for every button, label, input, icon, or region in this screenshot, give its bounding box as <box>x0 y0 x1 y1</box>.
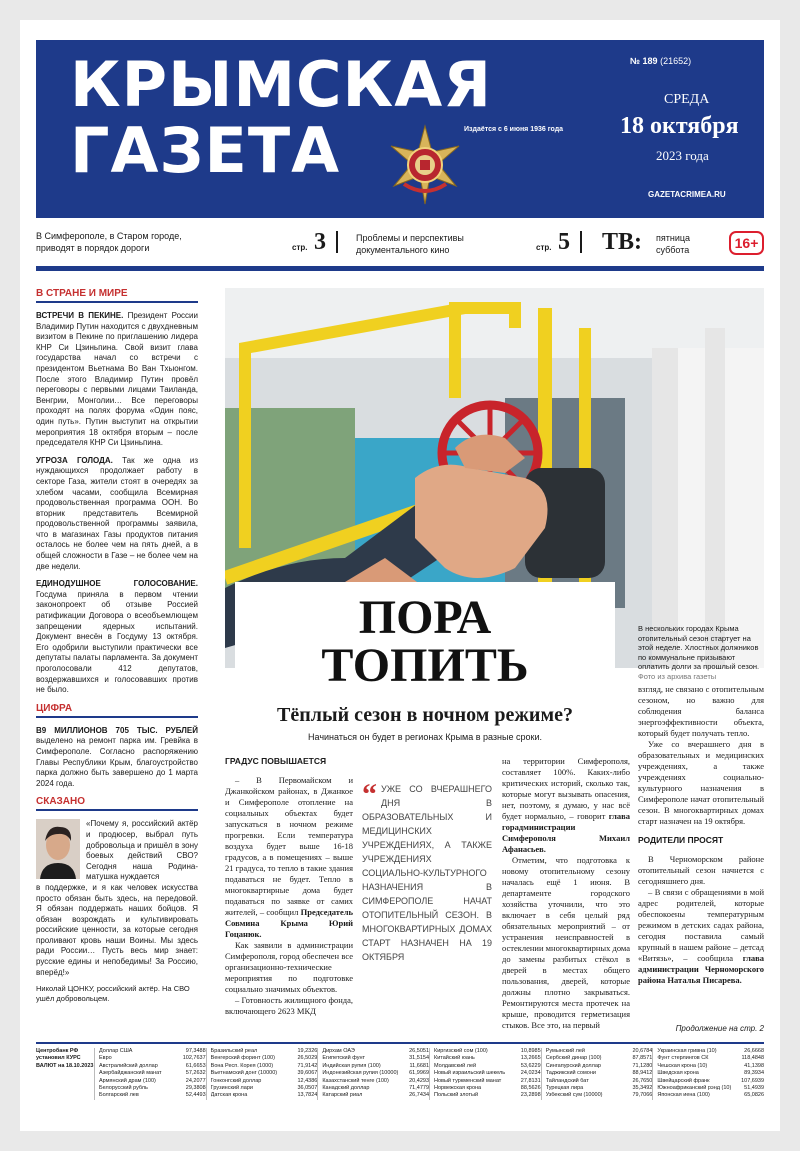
rate-row <box>322 1078 429 1085</box>
currency-name: Японская иена (100) <box>657 1092 710 1099</box>
currency-rate: 51,4939 <box>744 1085 765 1092</box>
currency-rate: 27,8131 <box>520 1077 541 1084</box>
tv-day-friday: пятница <box>656 233 691 243</box>
currency-rate: 31,5154 <box>409 1055 430 1062</box>
section-head-said: СКАЗАНО <box>36 796 198 811</box>
masthead <box>36 40 764 218</box>
rate-row <box>434 1085 541 1092</box>
currency-rate: 87,8571 <box>632 1055 653 1062</box>
teaser-1-page-label: стр. <box>292 243 308 252</box>
currency-name: Египетский фунт <box>322 1055 366 1062</box>
currency-rate: 88,9412 <box>632 1070 653 1077</box>
currency-name: Сингапурский доллар <box>545 1062 601 1069</box>
rate-row <box>322 1048 429 1055</box>
rate-row <box>322 1092 429 1099</box>
rate-row <box>657 1092 764 1099</box>
currency-name: Чешская крона (10) <box>657 1062 708 1069</box>
currency-rate: 71,4779 <box>409 1085 430 1092</box>
rate-row <box>99 1092 206 1099</box>
rate-row <box>546 1092 653 1099</box>
currency-rate: 53,6229 <box>520 1062 541 1069</box>
currency-name: Венгерский форинт (100) <box>210 1055 275 1062</box>
website-link[interactable]: GAZETACRIMEA.RU <box>648 190 726 199</box>
brief-beijing: ВСТРЕЧИ В ПЕКИНЕ. Президент России Владимир Путин находится с двухдневным визитом в Пекине по приглашению лидера КНР Си Цзиньпина. Свой визит глава государства начал со встречи с президентом Вьетнама Во Ван Тхыонгом. После этого Владимир Путин провёл переговоры с первыми лицами Таиланда, Венгрии, Монголии… Все переговоры проходят на полях форума «Один пояс, один путь». Путин выступит на открытии мероприятия 18 октября вторым – после председателя КНР Си Цзиньпина. <box>36 311 198 448</box>
rate-row <box>211 1085 318 1092</box>
rate-row <box>211 1055 318 1062</box>
newspaper-page <box>20 20 780 1131</box>
brief-vote: ЕДИНОДУШНОЕ ГОЛОСОВАНИЕ. Госдума приняла в первом чтении законопроект об отзыве Россией ратификации Договора о всеобъемлющем запрещении ядерных испытаний. Документ внесён в Госдуму 13 октября. Его одобрили выступили практически все депутаты палаты парламента. За документ проголосовали 412 депутатов, воздержавшихся и голосовавших против не было. <box>36 579 198 695</box>
rate-row <box>211 1063 318 1070</box>
currency-rate: 65,0826 <box>744 1092 765 1099</box>
quote-text-end: в поддержке, и я как человек искусства просто обязан быть здесь, на передовой. Я обязан поддержать наших бойцов. Я обязан возрождать и культивировать российские ценности, за которые сегодня проливают кровь наши Воины. Мы здесь ради России… Пусть весь мир знает: русские едины и непобедимы! За Россию, вперёд!» <box>36 882 198 977</box>
currency-rate: 61,9969 <box>409 1070 430 1077</box>
teaser-1-page: 3 <box>314 229 326 255</box>
currency-rate: 97,3488 <box>185 1048 206 1054</box>
issue-number: № 189 (21652) <box>630 56 692 66</box>
currency-rate: 39,6067 <box>297 1070 318 1077</box>
rate-row <box>99 1078 206 1085</box>
rate-row <box>657 1085 764 1092</box>
divider <box>336 231 338 253</box>
currency-name: Шведская крона <box>657 1070 699 1077</box>
rate-row <box>546 1085 653 1092</box>
article-column-4 <box>638 684 764 986</box>
pull-quote <box>362 778 492 964</box>
photo-caption <box>638 624 764 681</box>
currency-rate: 10,8985 <box>520 1048 541 1054</box>
currency-name: Украинская гривна (10) <box>657 1048 717 1054</box>
rate-row <box>322 1063 429 1070</box>
quote-text-start: «Почему я, российский актёр и продюсер, выбрал путь добровольца и пришёл в зону боевых действий СВО? Сегодня наша Родина-матушка нуждается <box>86 819 198 882</box>
currency-name: Новый туркменский манат <box>434 1077 502 1084</box>
exchange-rates <box>36 1048 764 1100</box>
currency-name: Фунт стерлингов СК <box>657 1055 709 1062</box>
teaser-documentary[interactable]: Проблемы и перспективы документального кино <box>356 233 464 255</box>
currency-rate: 13,7824 <box>297 1092 318 1099</box>
rates-column <box>652 1048 764 1100</box>
title-line-2: ГАЗЕТА <box>70 114 341 187</box>
currency-rate: 19,2326 <box>297 1048 318 1054</box>
paragraph: – Готовность жилищного фонда, включающего 2623 МКД <box>225 995 353 1016</box>
currency-name: Китайский юань <box>434 1055 475 1062</box>
currency-name: Южноафриканский рэнд (10) <box>657 1085 732 1092</box>
currency-rate: 52,4493 <box>185 1092 206 1099</box>
headline-line-2: ТОПИТЬ <box>321 639 529 692</box>
currency-rate: 107,6939 <box>741 1077 765 1084</box>
title-line-1: КРЫМСКАЯ <box>70 48 492 121</box>
rate-row <box>322 1085 429 1092</box>
currency-rate: 26,6668 <box>744 1048 765 1054</box>
currency-name: Евро <box>99 1055 112 1062</box>
rate-row <box>322 1070 429 1077</box>
currency-name: Болгарский лев <box>99 1092 139 1099</box>
since-note: Издаётся с 6 июня 1936 года <box>464 126 564 133</box>
article-column-1 <box>225 756 353 1017</box>
currency-name: Казахстанский тенге (100) <box>322 1077 389 1084</box>
currency-rate: 12,4386 <box>297 1077 318 1084</box>
currency-rate: 71,9142 <box>297 1062 318 1069</box>
rate-row <box>434 1055 541 1062</box>
paragraph: Отметим, что подготовка к новому отопительному сезону началась ещё 1 июня. В департаменте городского хозяйства уточнили, что это включает в себя целый ряд обязательных мероприятий – от устранения неисправностей в остеклении многоквартирных дома до замены разбитых стёкол в дверей в местах общего пользования, дверей, которые должны плотно закрываться. Ремонтируются места протечек на крыше, проводится герметизация стыков. Все это, на первый <box>502 855 630 1030</box>
rates-column <box>541 1048 653 1100</box>
currency-name: Польский злотый <box>434 1092 479 1099</box>
currency-name: Австралийский доллар <box>99 1062 158 1069</box>
weekday: СРЕДА <box>664 92 710 107</box>
currency-name: Узбекский сум (10000) <box>545 1092 603 1099</box>
paragraph: – В Первомайском и Джанкойском районах, в Джанкое и Симферополе отопление на социальных объектах будет запускаться в ночном режиме прогревки. Если температура воздуха будет выше 16-18 градусов, а в помещениях – выше 21 градуса, то тепло в такие здания подаваться не будет. Тепло в многоквартирные дома будет подаваться по заявке от самих жителей, – сообщил Председатель Совмина Крыма Юрий Гоцанюк. <box>225 775 353 939</box>
exchange-rates-heading: Центробанк РФ установил КУРС ВАЛЮТ на 18.10.2023 <box>36 1048 94 1069</box>
currency-name: Вона Респ. Корея (1000) <box>210 1062 274 1069</box>
currency-rate: 24,2077 <box>185 1077 206 1084</box>
currency-name: Норвежская крона <box>434 1085 482 1092</box>
currency-name: Дирхам ОАЭ <box>322 1048 355 1054</box>
rate-row <box>322 1055 429 1062</box>
rates-column <box>94 1048 206 1100</box>
blue-rule <box>36 266 764 271</box>
currency-name: Азербайджанский манат <box>99 1070 162 1077</box>
subheading-degree: ГРАДУС ПОВЫШАЕТСЯ <box>225 756 327 766</box>
section-head-country-world: В СТРАНЕ И МИРЕ <box>36 288 198 303</box>
tv-label[interactable]: ТВ: <box>602 229 643 255</box>
currency-name: Таджикский сомони <box>545 1070 596 1077</box>
paragraph: В Черноморском районе отопительный сезон начнется с сегодняшнего дня. <box>638 854 764 886</box>
brief-figure: В9 МИЛЛИОНОВ 705 ТЫС. РУБЛЕЙ выделено на ремонт парка им. Гревйка в Симферополе. Согласно распоряжению Главы Республики Крым, благоустройство парка должно быть завершено до 1 марта 2024 года. <box>36 725 198 788</box>
divider <box>580 231 582 253</box>
rates-column <box>206 1048 318 1100</box>
rate-row <box>211 1048 318 1055</box>
currency-rate: 26,5029 <box>297 1055 318 1062</box>
quote-mark-icon: “ <box>362 778 377 811</box>
actor-portrait <box>36 819 80 879</box>
paragraph: – В связи с обращениями в мой адрес родителей, которые обеспокоены температурным режимом в детских садах района, сегодня поставила самый крупный в нашем районе – детсад «Витязь», – сообщила глава администрации Черноморского района Наталья Писарева. <box>638 887 764 985</box>
rate-row <box>99 1048 206 1055</box>
rate-row <box>211 1070 318 1077</box>
currency-rate: 61,6653 <box>185 1062 206 1069</box>
subheading-parents: РОДИТЕЛИ ПРОСЯТ <box>638 835 724 845</box>
left-column <box>36 288 198 1004</box>
rate-row <box>657 1070 764 1077</box>
currency-rate: 13,2665 <box>520 1055 541 1062</box>
rate-row <box>546 1063 653 1070</box>
rate-row <box>211 1092 318 1099</box>
teaser-2-page: 5 <box>558 229 570 255</box>
pull-quote-text: УЖЕ СО ВЧЕРАШНЕГО ДНЯ В ОБРАЗОВАТЕЛЬНЫХ И МЕДИЦИНСКИХ УЧРЕЖДЕНИЯХ, А ТАКЖЕ УЧРЕЖДЕНИЯХ СОЦИАЛЬНО-КУЛЬТУРНОГО НАЗНАЧЕНИЯ В СИМФЕРОПОЛЕ НАЧАТ ОТОПИТЕЛЬНЫЙ СЕЗОН. В МНОГОКВАРТИРНЫХ ДОМАХ СТАРТ НАЗНАЧЕН НА 19 ОКТЯБРЯ <box>362 784 492 962</box>
teaser-roads[interactable]: В Симферополе, в Старом городе, приводят в порядок дороги <box>36 231 182 253</box>
currency-name: Вьетнамский донг (10000) <box>210 1070 278 1077</box>
currency-name: Канадский доллар <box>322 1085 370 1092</box>
currency-name: Индийская рупия (100) <box>322 1062 381 1069</box>
rate-row <box>434 1070 541 1077</box>
rate-row <box>99 1063 206 1070</box>
currency-name: Сербский динар (100) <box>545 1055 602 1062</box>
main-headline <box>235 591 615 692</box>
article-subhead: Тёплый сезон в ночном режиме? <box>277 704 573 726</box>
quote-credit: Николай ЦОНКУ, российский актёр. На СВО ушёл добровольцем. <box>36 984 190 1004</box>
rate-row <box>546 1055 653 1062</box>
currency-rate: 102,7637 <box>182 1055 206 1062</box>
currency-rate: 35,3492 <box>632 1085 653 1092</box>
bottom-rule <box>36 1042 764 1044</box>
currency-name: Бразильский реал <box>210 1048 258 1054</box>
currency-rate: 11,6681 <box>409 1062 430 1069</box>
currency-rate: 36,0507 <box>297 1085 318 1092</box>
brief-hunger: УГРОЗА ГОЛОДА. Так же одна из нуждающихся продолжает работу в секторе Газа, жители стоят в очередях за хлебом часами, сообщила Всемирная продовольственная программа ООН. Во вторник представитель Всемирной продовольственной программы заявила, что в магазинах Газы продуктов питания осталось не более чем на пять дней, а в общей сложности в Газе – не более чем на две недели. <box>36 455 199 571</box>
currency-rate: 24,0234 <box>520 1070 541 1077</box>
section-head-figure: ЦИФРА <box>36 703 198 718</box>
quote-box <box>36 819 198 883</box>
currency-rate: 71,1280 <box>632 1062 653 1069</box>
currency-rate: 57,2632 <box>185 1070 206 1077</box>
rates-column <box>317 1048 429 1100</box>
currency-name: Новый израильский шекель <box>434 1070 506 1077</box>
rate-row <box>99 1070 206 1077</box>
continued-link[interactable]: Продолжение на стр. 2 <box>675 1024 764 1033</box>
issue-date: 18 октября <box>620 113 739 139</box>
currency-rate: 41,1398 <box>744 1062 765 1069</box>
rates-column <box>429 1048 541 1100</box>
rate-row <box>546 1070 653 1077</box>
currency-rate: 118,4848 <box>741 1055 765 1062</box>
rate-row <box>546 1048 653 1055</box>
currency-rate: 20,6784 <box>632 1048 653 1054</box>
currency-rate: 89,3934 <box>744 1070 765 1077</box>
currency-name: Белорусский рубль <box>99 1085 148 1092</box>
article-column-3 <box>502 756 630 1031</box>
currency-name: Индонезийская рупия (10000) <box>322 1070 399 1077</box>
article-lead: Начинаться он будет в регионах Крыма в разные сроки. <box>308 732 542 742</box>
currency-name: Гонконгский доллар <box>210 1077 262 1084</box>
currency-rate: 26,5051 <box>409 1048 430 1054</box>
currency-rate: 20,4293 <box>409 1077 430 1084</box>
caption-text: В нескольких городах Крыма отопительный сезон стартует на этой неделе. Хлостных должников по коммунальне призывают оплатить долги за прошлый сезон. <box>638 624 760 671</box>
currency-rate: 79,7066 <box>632 1092 653 1099</box>
rate-row <box>657 1078 764 1085</box>
paragraph: на территории Симферополя, составляет 100%. Каких-либо критических историй, сколько так, которые могут вызывать опасения, нет, поэтому, я думаю, у нас всё будет нормально, – говорит глава горадминистрации Симферополя Михаил Афанасьев. <box>502 756 630 854</box>
order-emblem-icon <box>384 124 466 206</box>
tv-day-saturday: суббота <box>656 245 690 255</box>
rate-row <box>434 1063 541 1070</box>
teaser-2-page-label: стр. <box>536 243 552 252</box>
rate-row <box>211 1078 318 1085</box>
rate-row <box>99 1055 206 1062</box>
currency-rate: 26,7650 <box>632 1077 653 1084</box>
currency-name: Катарский риал <box>322 1092 363 1099</box>
rate-row <box>434 1092 541 1099</box>
currency-name: Киргизский сом (100) <box>434 1048 488 1054</box>
currency-rate: 26,7434 <box>409 1092 430 1099</box>
headline-box <box>235 582 615 692</box>
currency-name: Армянский драм (100) <box>99 1077 156 1084</box>
rate-row <box>99 1085 206 1092</box>
rate-row <box>657 1055 764 1062</box>
currency-name: Датская крона <box>210 1092 248 1099</box>
paragraph: взгляд, не связано с отопительным сезоном, но важно для соблюдения баланса энергоэффективности объекта, который будет получать тепло. <box>638 684 764 738</box>
currency-rate: 23,2898 <box>520 1092 541 1099</box>
currency-name: Турецкая лира <box>545 1085 584 1092</box>
rate-row <box>546 1078 653 1085</box>
currency-rate: 88,5626 <box>520 1085 541 1092</box>
rate-row <box>434 1048 541 1055</box>
paragraph: Уже со вчерашнего дня в образовательных и медицинских учреждениях, а также учреждениях социально-культурного назначения в Симферополе начат отопительный сезон. В многоквартирных домах старт назначен на 19 октября. <box>638 739 764 826</box>
currency-name: Молдавский лей <box>434 1062 477 1069</box>
rate-row <box>434 1078 541 1085</box>
headline-line-1: ПОРА <box>358 591 492 644</box>
teaser-strip <box>36 225 764 269</box>
paragraph: Как заявили в администрации Симферополя, город обеспечен все организационно-технические мероприятия по подготовке социально значимых объектов. <box>225 940 353 994</box>
tv-days <box>656 232 690 256</box>
currency-name: Грузинский лари <box>210 1085 253 1092</box>
issue-year: 2023 года <box>656 148 709 163</box>
currency-name: Румынский лей <box>545 1048 585 1054</box>
age-rating-badge: 16+ <box>729 231 764 255</box>
currency-rate: 29,3808 <box>185 1085 206 1092</box>
currency-name: Доллар США <box>99 1048 133 1054</box>
rate-row <box>657 1063 764 1070</box>
caption-credit: Фото из архива газеты <box>638 671 717 681</box>
currency-name: Тайландский бат <box>545 1077 589 1084</box>
rate-row <box>657 1048 764 1055</box>
currency-name: Швейцарский франк <box>657 1077 710 1084</box>
